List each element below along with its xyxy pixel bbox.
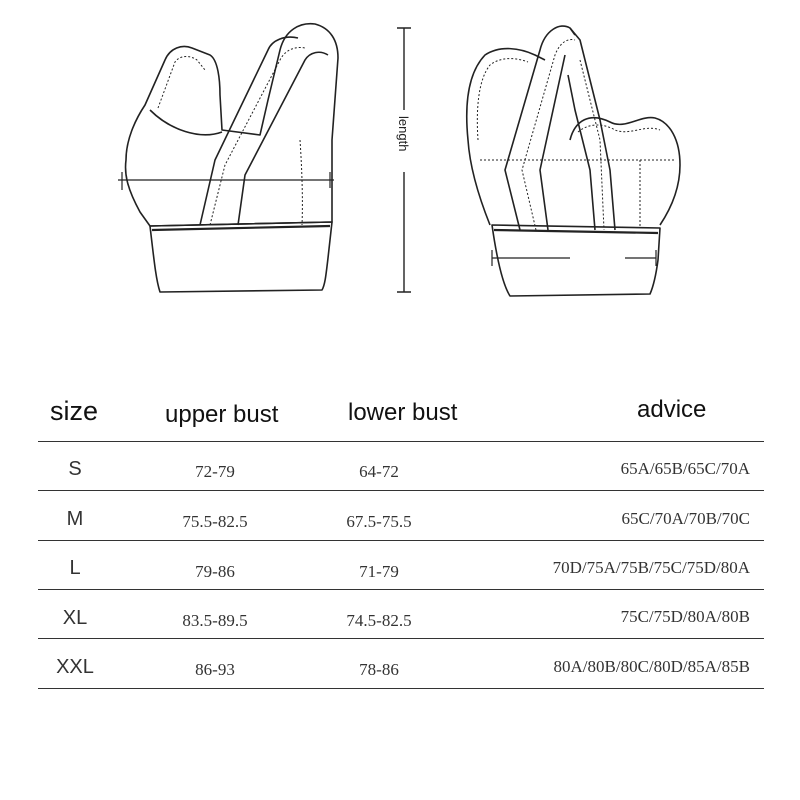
cell-size: M <box>66 508 84 530</box>
cell-advice: 70D/75A/75B/75C/75D/80A <box>552 558 750 577</box>
header-advice: advice <box>637 396 707 423</box>
back-view <box>467 26 680 296</box>
cell-advice: 65C/70A/70B/70C <box>621 509 750 528</box>
garment-illustration <box>0 0 800 340</box>
cell-upper-bust: 83.5-89.5 <box>182 611 248 630</box>
table-divider <box>38 638 764 639</box>
cell-advice: 80A/80B/80C/80D/85A/85B <box>553 657 750 676</box>
table-divider <box>38 688 764 689</box>
front-view <box>118 24 338 292</box>
cell-lower-bust: 74.5-82.5 <box>346 611 412 630</box>
cell-advice: 65A/65B/65C/70A <box>620 459 750 478</box>
table-divider <box>38 540 764 541</box>
cell-size: S <box>68 458 82 480</box>
cell-lower-bust: 67.5-75.5 <box>346 512 412 531</box>
table-divider <box>38 589 764 590</box>
header-upper-bust: upper bust <box>165 401 279 428</box>
table-divider <box>38 441 764 442</box>
cell-advice: 75C/75D/80A/80B <box>620 607 750 626</box>
cell-lower-bust: 78-86 <box>359 660 399 679</box>
header-size: size <box>50 396 99 426</box>
cell-upper-bust: 75.5-82.5 <box>182 512 248 531</box>
cell-upper-bust: 72-79 <box>195 462 235 481</box>
cell-size: L <box>69 557 81 579</box>
cell-size: XXL <box>56 656 94 678</box>
table-divider <box>38 490 764 491</box>
cell-upper-bust: 79-86 <box>195 562 235 581</box>
cell-lower-bust: 71-79 <box>359 562 399 581</box>
cell-size: XL <box>62 607 88 629</box>
header-lower-bust: lower bust <box>348 399 458 426</box>
cell-upper-bust: 86-93 <box>195 660 235 679</box>
length-label: length <box>396 116 411 152</box>
length-dimension <box>397 28 411 292</box>
cell-lower-bust: 64-72 <box>359 462 399 481</box>
